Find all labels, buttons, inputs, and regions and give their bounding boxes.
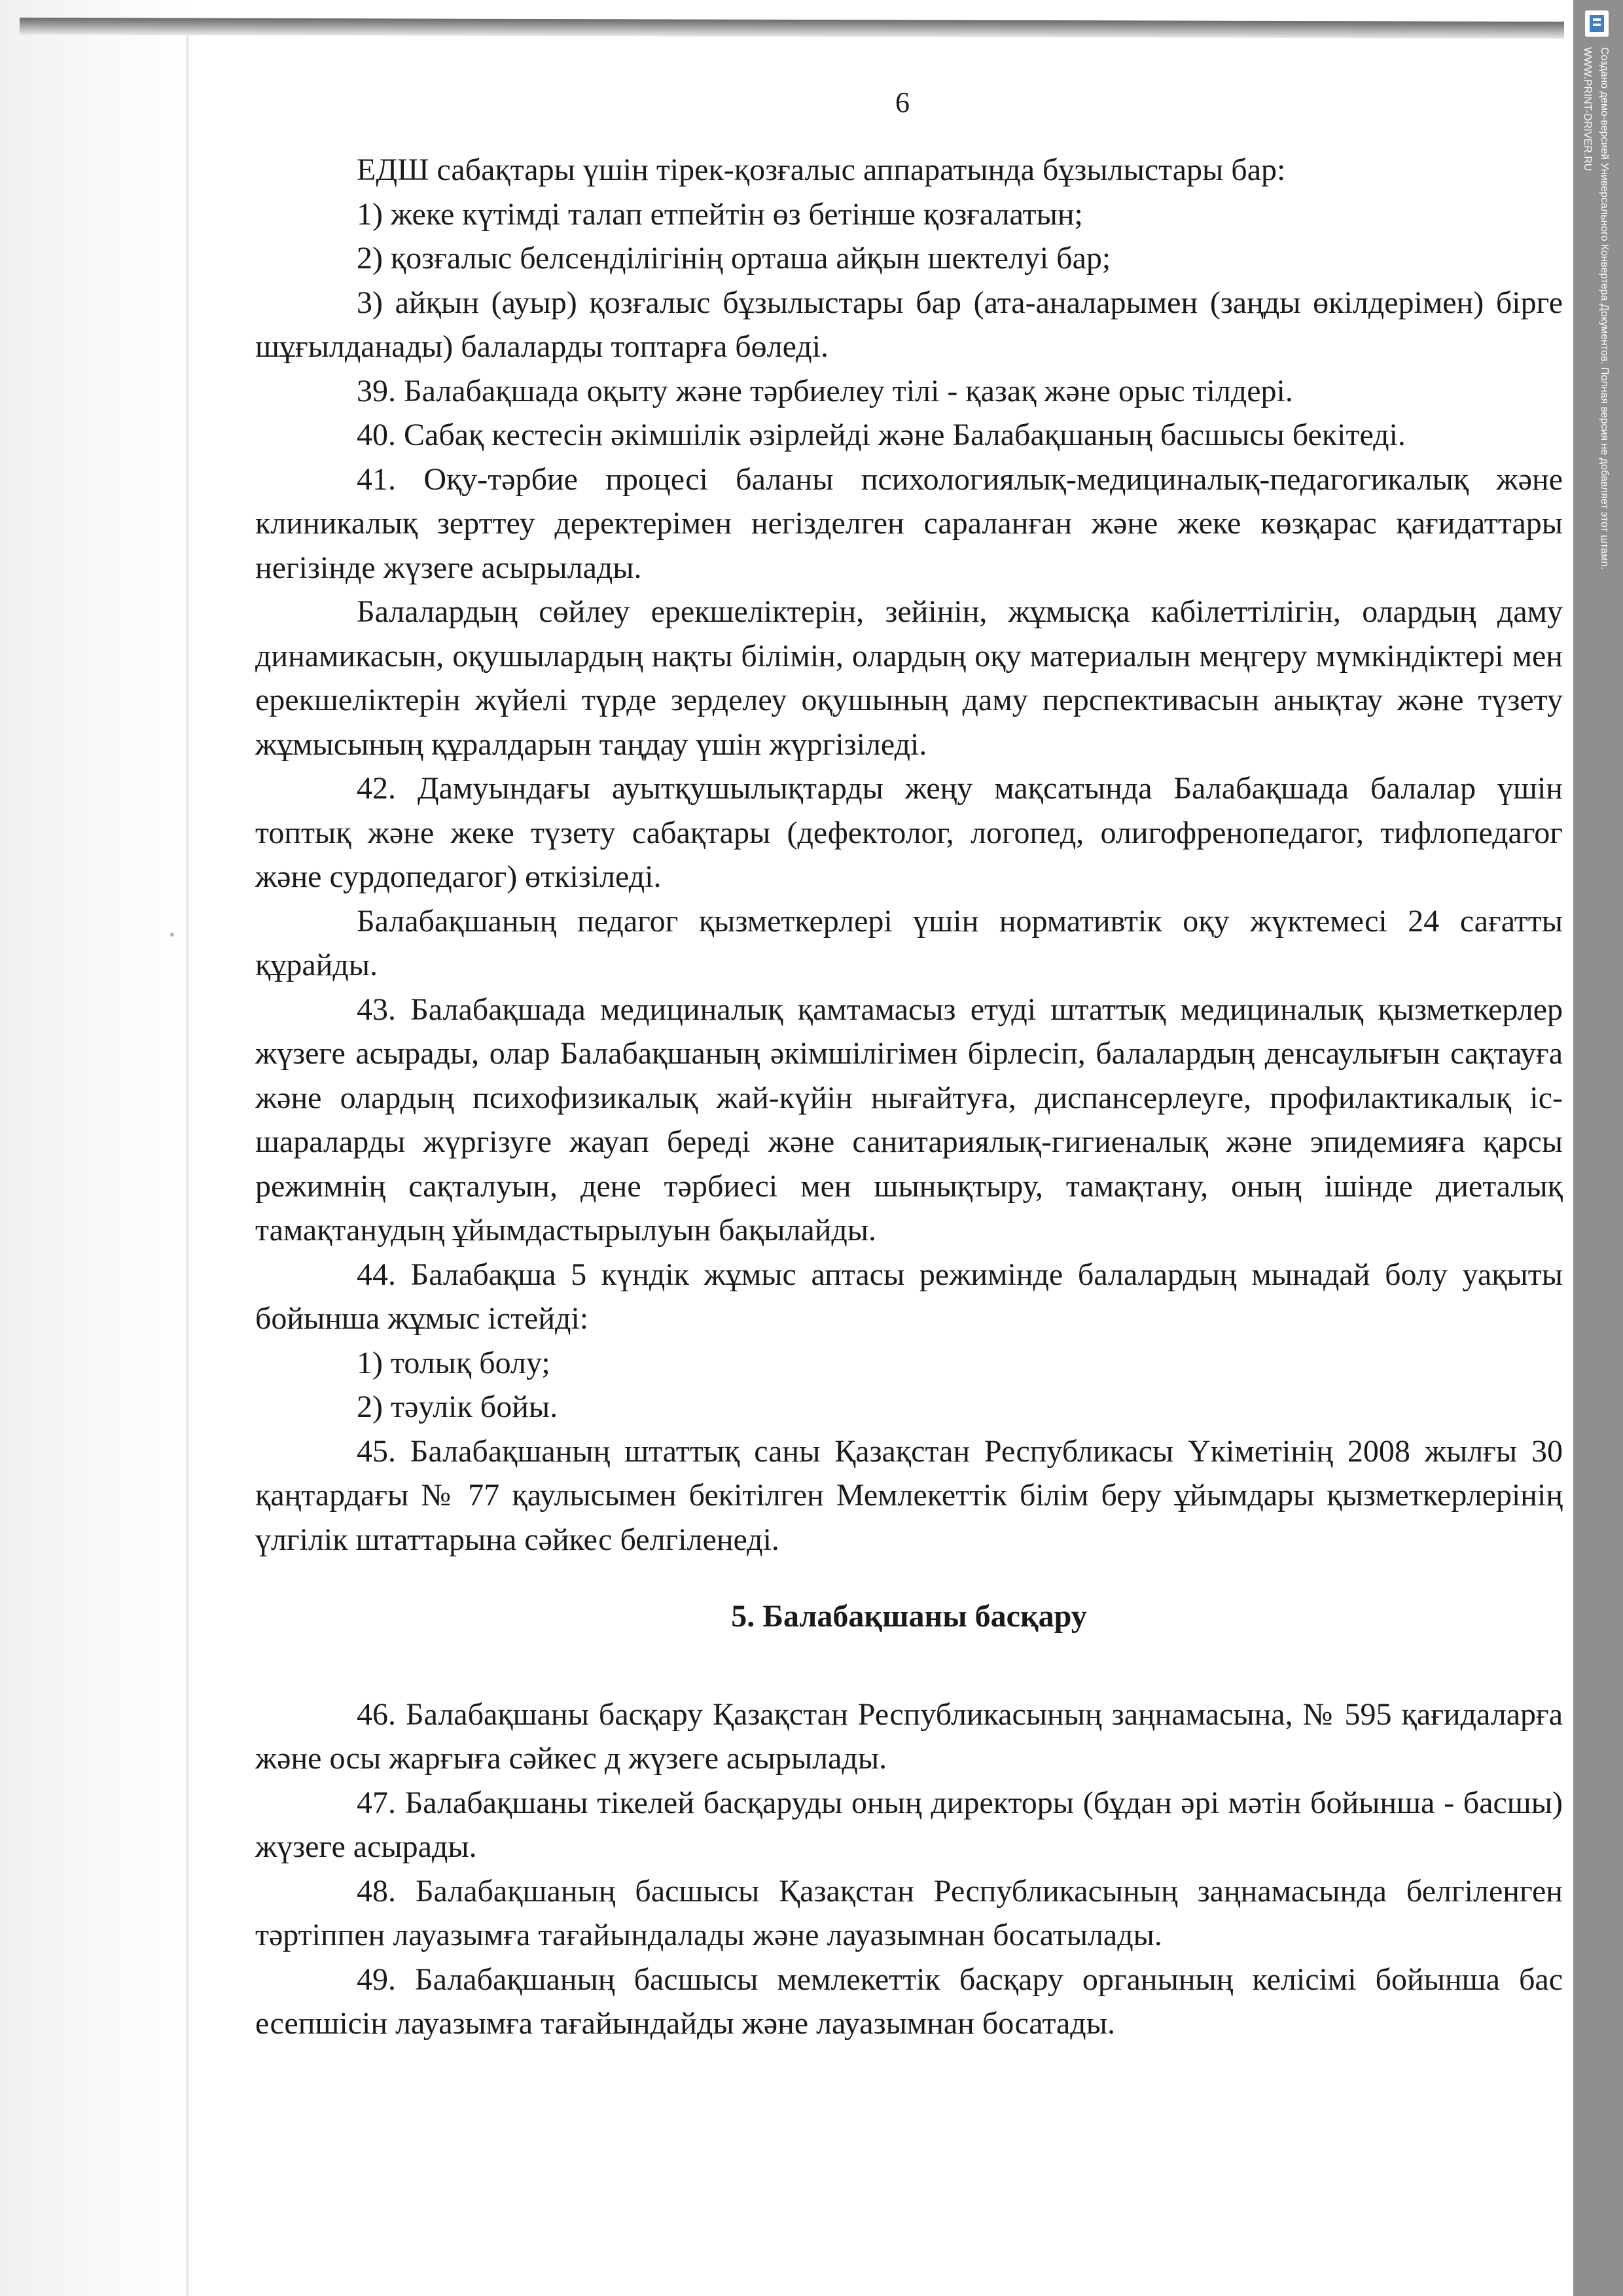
section-heading: 5. Балабақшаны басқару — [731, 1599, 1087, 1634]
paragraph: 45. Балабақшаның штаттық саны Қазақстан Республикасы Үкіметінің 2008 жылғы 30 қаңтардағы № 77 қаулысымен бекітілген Мемлекеттік білім беру ұйымдары қызметкерлерінің үлгілік штаттарына сәйкес белгіленеді. — [255, 1433, 1563, 1557]
document-body — [255, 148, 1563, 2046]
watermark-sidebar — [1573, 0, 1623, 2296]
paragraph: 48. Балабақшаның басшысы Қазақстан Республикасының заңнамасында белгіленген тәртіппен лауазымға тағайындалады және лауазымнан босатылады. — [255, 1873, 1563, 1952]
list-item: ЕДШ сабақтары үшін тірек-қозғалыс аппаратында бұзылыстары бар: — [357, 152, 1286, 187]
paragraph: 43. Балабақшада медициналық қамтамасыз етуді штаттық медициналық қызметкерлер жүзеге асырады, олар Балабақшаның әкімшілігімен бірлесіп, балалардың денсаулығын сақтауға және олардың психофизикалық жай-күйін нығайтуға, диспансерлеуге, профилактикалық іс-шараларды жүргізуге жауап береді және санитариялық-гигиеналық және эпидемияға қарсы режимнің сақталуын, дене тәрбиесі мен шынықтыру, тамақтану, оның ішінде диеталық тамақтанудың ұйымдастырылуын бақылайды. — [255, 992, 1563, 1247]
list-item: 2) тәулік бойы. — [357, 1390, 558, 1424]
scan-left-shadow — [0, 0, 196, 2296]
paragraph: 49. Балабақшаның басшысы мемлекеттік басқару органының келісімі бойынша бас есепшісін лауазымға тағайындайды және лауазымнан босатады. — [255, 1962, 1563, 2041]
section-5-body — [255, 1693, 1563, 2046]
page-number: 6 — [895, 86, 910, 118]
section-4-continuation — [255, 148, 1563, 1562]
paragraph: 39. Балабақшада оқыту және тәрбиелеу тілі - қазақ және орыс тілдері. — [357, 373, 1293, 408]
paragraph: 40. Сабақ кестесін әкімшілік әзірлейді және Балабақшаның басшысы бекітеді. — [357, 418, 1406, 452]
scan-edge-line — [187, 26, 188, 2296]
paragraph: 47. Балабақшаны тікелей басқаруды оның директоры (бұдан әрі мәтін бойынша - басшы) жүзеге асырады. — [255, 1785, 1563, 1864]
paragraph: 42. Дамуындағы ауытқушылықтарды жеңу мақсатында Балабақшада балалар үшін топтық және жеке түзету сабақтары (дефектолог, логопед, олигофренопедагог, тифлопедагог және сурдопедагог) өткізіледі. — [255, 771, 1563, 894]
list-item: 1) толық болу; — [357, 1345, 550, 1380]
paragraph: 41. Оқу-тәрбие процесі баланы психологиялық-медициналық-педагогикалық және клиникалық зерттеу деректерімен негізделген сараланған және жеке көзқарас қағидаттары негізінде жүзеге асырылады. — [255, 461, 1563, 585]
paragraph: 44. Балабақша 5 күндік жұмыс аптасы режимінде балалардың мынадай болу уақыты бойынша жұмыс істейді: — [255, 1257, 1563, 1336]
watermark-line-1: Создано демо-версией Универсального Конвертера Документов. Полная версия не добавляет этот штамп. — [1599, 47, 1610, 570]
watermark-line-2: WWW.PRINT-DRIVER.RU — [1582, 47, 1593, 171]
paragraph: 3) айқын (ауыр) қозғалыс бұзылыстары бар (ата-аналарымен (заңды өкілдерімен) бірге шұғылданады) балаларды топтарға бөледі. — [255, 285, 1563, 364]
paragraph: Балабақшаның педагог қызметкерлері үшін нормативтік оқу жүктемесі 24 сағатты құрайды. — [255, 903, 1563, 982]
paragraph: 46. Балабақшаны басқару Қазақстан Республикасының заңнамасына, № 595 қағидаларға және осы жарғыға сәйкес д жүзеге асырылады. — [255, 1696, 1563, 1776]
watermark-text — [1578, 47, 1613, 569]
scan-top-shadow — [20, 18, 1564, 39]
converter-logo-icon — [1585, 10, 1609, 37]
list-item: 1) жеке күтімді талап етпейтін өз бетінше қозғалатын; — [357, 196, 1083, 232]
paragraph: Балалардың сөйлеу ерекшеліктерін, зейінін, жұмысқа кабілеттілігін, олардың даму динамикасын, оқушылардың нақты білімін, олардың оқу материалын меңгеру мүмкіндіктері мен ерекшеліктерін жүйелі түрде зерделеу оқушының даму перспективасын анықтау және түзету жұмысының құралдарын таңдау үшін жүргізіледі. — [255, 594, 1563, 762]
list-item: 2) қозғалыс белсенділігінің орташа айқын шектелуі бар; — [357, 241, 1111, 276]
scan-speck — [170, 933, 174, 937]
